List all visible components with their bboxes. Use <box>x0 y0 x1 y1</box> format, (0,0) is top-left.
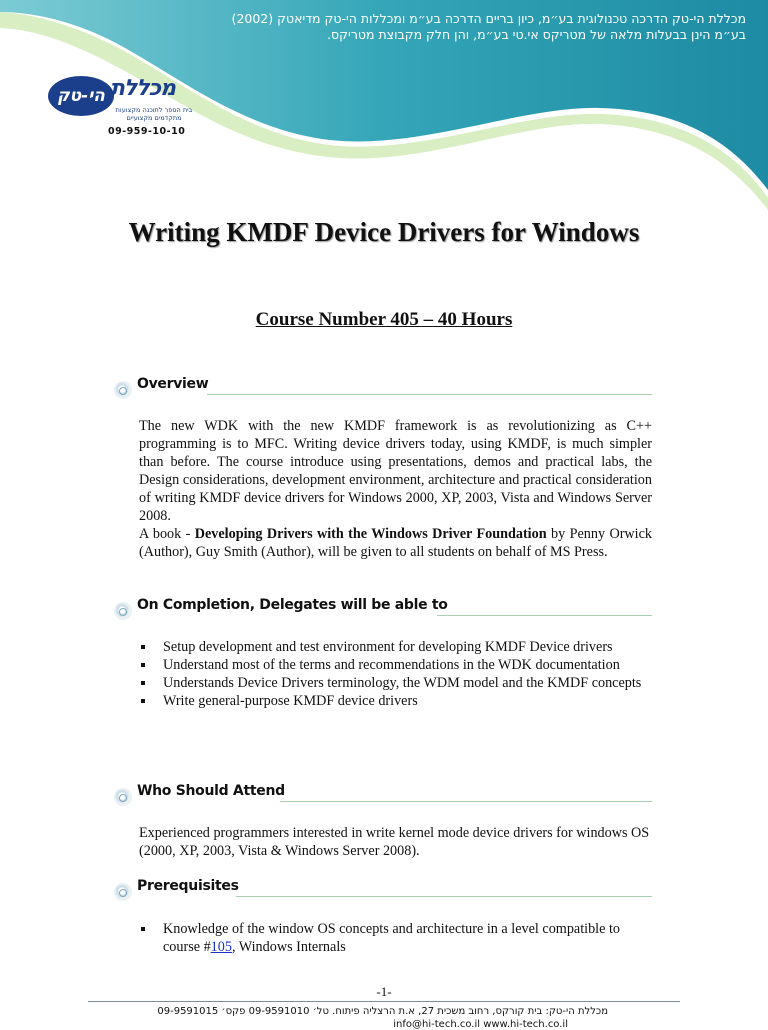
section-heading-label: Prerequisites <box>137 878 239 894</box>
section-heading-overview <box>112 376 652 400</box>
prereq-prefix: Knowledge of the window OS concepts and architecture in a level compatible to course # <box>163 921 621 955</box>
footer-divider <box>88 1001 680 1002</box>
book-suffix: by Penny Orwick (Author), Guy Smith (Author), will be given to all students on behalf of MS Press. <box>139 526 652 560</box>
list-item: Understand most of the terms and recommendations in the WDK documentation <box>139 656 652 674</box>
section-rule <box>207 394 652 395</box>
list-item: Setup development and test environment for developing KMDF Device drivers <box>139 638 652 656</box>
page-number: -1- <box>376 984 392 999</box>
section-heading-prerequisites <box>112 878 652 902</box>
book-prefix: A book - <box>139 526 195 542</box>
book-paragraph <box>139 525 652 561</box>
section-heading-label: Who Should Attend <box>137 783 285 799</box>
prereq-suffix: , Windows Internals <box>231 939 346 955</box>
course-number: Course Number 405 – 40 Hours <box>255 309 513 330</box>
section-bullet-icon <box>114 602 132 620</box>
completion-list <box>139 638 652 710</box>
list-item: Understands Device Drivers terminology, the WDM model and the KMDF concepts <box>139 674 652 692</box>
header-hebrew-line-1: מכללת הי-טק הדרכה טכנולוגית בע״מ, כיון בריים הדרכה בע״מ ומכללות הי-טק מדיאטק (2002) <box>231 11 746 26</box>
list-item <box>139 920 652 956</box>
overview-paragraph: The new WDK with the new KMDF framework is as revolutionizing as C++ programming is to MFC. Writing device drivers today, using KMDF, is much simpler than before. The course introduce using presentations, demos and practical labs, the Design considerations, development environment, architecture and practical consideration of writing KMDF device drivers for Windows 2000, XP, 2003, Vista and Windows Server 2008. <box>139 418 652 524</box>
section-heading-label: On Completion, Delegates will be able to <box>137 597 448 613</box>
logo-phone: 09-959-10-10 <box>108 126 186 137</box>
section-bullet-icon <box>114 883 132 901</box>
section-heading-completion <box>112 597 652 621</box>
section-heading-attend <box>112 783 652 807</box>
overview-text <box>139 417 652 561</box>
footer-address: מכללת הי-טק: בית קורקס, רחוב משכית 27, א.ת הרצליה פיתוח. טל׳ 09-9591010 פקס׳ 09-9591015 <box>157 1006 608 1017</box>
section-heading-label: Overview <box>137 376 209 392</box>
header-hebrew-line-2: בע״מ הינן בבעלות מלאה של מטריקס אי.טי בע״מ, והן חלק מקבוצת מטריקס. <box>327 27 746 42</box>
section-rule <box>236 896 652 897</box>
logo-word: מכללת <box>110 76 176 101</box>
hi-tech-college-logo <box>48 74 198 146</box>
attend-text: Experienced programmers interested in write kernel mode device drivers for windows OS (2000, XP, 2003, Vista & Windows Server 2008). <box>139 825 650 859</box>
document-title: Writing KMDF Device Drivers for Windows <box>128 217 640 247</box>
prerequisites-list <box>139 920 652 956</box>
book-title: Developing Drivers with the Windows Driver Foundation <box>194 526 547 542</box>
section-bullet-icon <box>114 381 132 399</box>
footer-contact: info@hi-tech.co.il www.hi-tech.co.il <box>393 1019 568 1030</box>
logo-oval: הי-טק <box>48 76 114 116</box>
section-rule <box>437 615 652 616</box>
section-rule <box>280 801 652 802</box>
course-105-link[interactable]: 105 <box>210 939 232 955</box>
logo-subtitle: בית הספר לתוכנה מקצועות מתקדמים מקצועיים <box>115 106 193 122</box>
list-item: Write general-purpose KMDF device drivers <box>139 692 652 710</box>
section-bullet-icon <box>114 788 132 806</box>
